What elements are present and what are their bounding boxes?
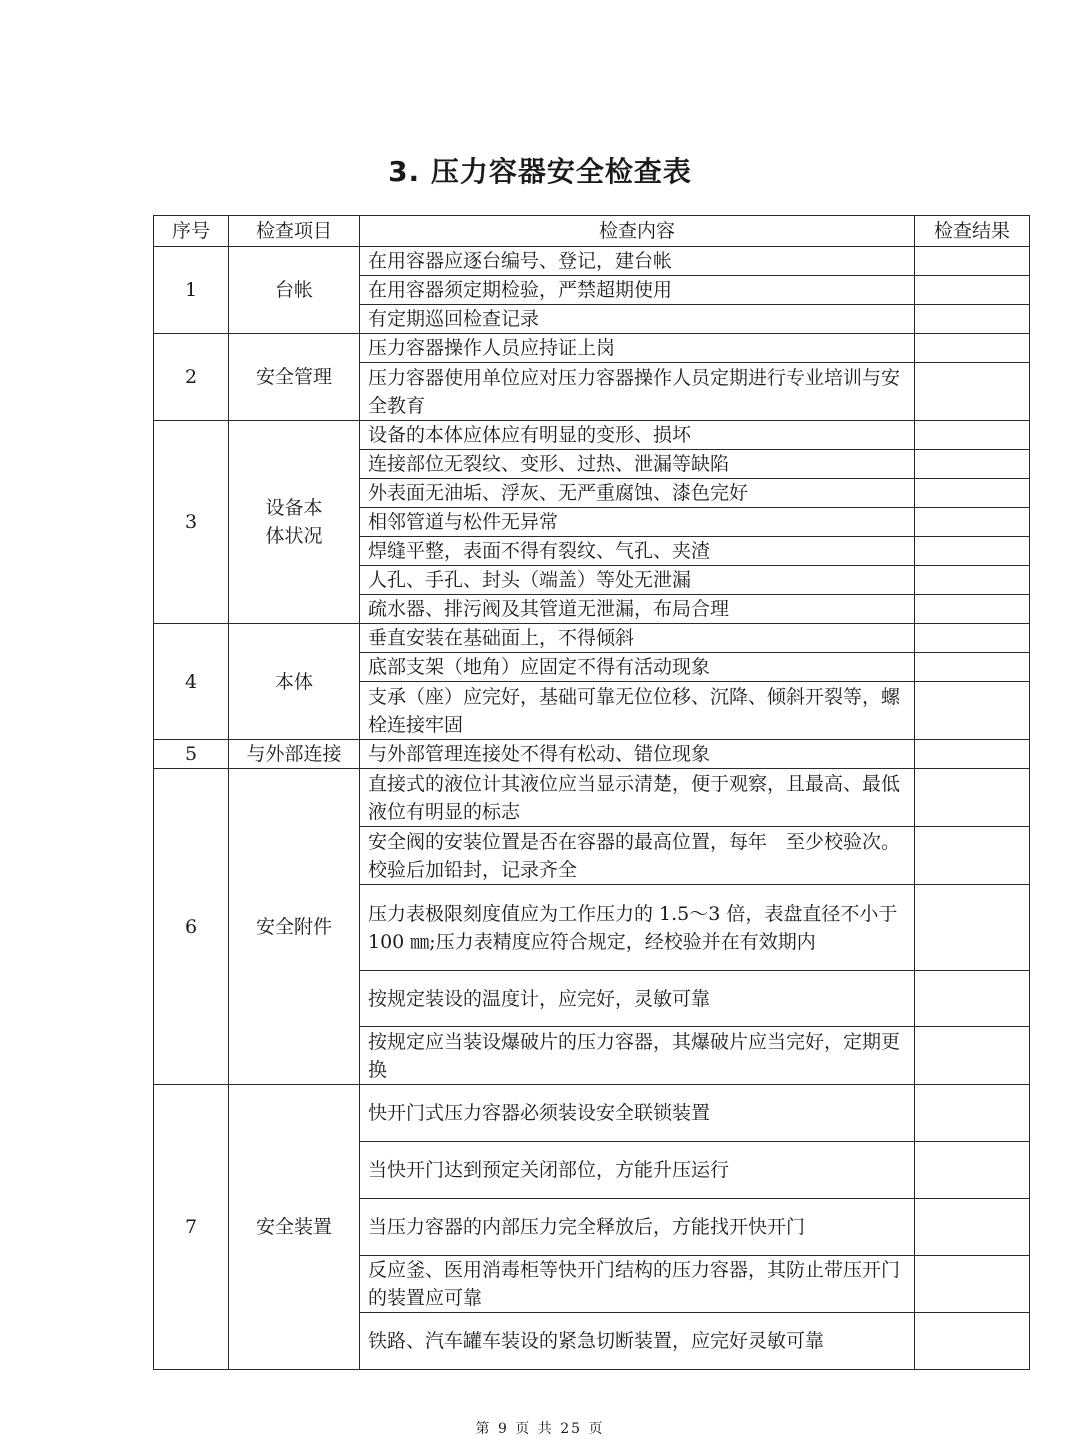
result-cell[interactable] bbox=[915, 479, 1030, 508]
result-cell[interactable] bbox=[915, 740, 1030, 769]
content-cell: 当快开门达到预定关闭部位，方能升压运行 bbox=[360, 1142, 915, 1199]
content-cell: 垂直安装在基础面上，不得倾斜 bbox=[360, 624, 915, 653]
result-cell[interactable] bbox=[915, 334, 1030, 363]
header-content: 检查内容 bbox=[360, 216, 915, 247]
result-cell[interactable] bbox=[915, 1256, 1030, 1313]
seq-cell: 7 bbox=[154, 1085, 229, 1370]
seq-cell: 3 bbox=[154, 421, 229, 624]
item-cell: 台帐 bbox=[229, 247, 360, 334]
content-cell: 设备的本体应体应有明显的变形、损坏 bbox=[360, 421, 915, 450]
item-cell: 安全装置 bbox=[229, 1085, 360, 1370]
result-cell[interactable] bbox=[915, 421, 1030, 450]
result-cell[interactable] bbox=[915, 1085, 1030, 1142]
table-row bbox=[154, 740, 1030, 769]
content-cell: 相邻管道与松件无异常 bbox=[360, 508, 915, 537]
result-cell[interactable] bbox=[915, 1199, 1030, 1256]
result-cell[interactable] bbox=[915, 1313, 1030, 1370]
item-cell: 与外部连接 bbox=[229, 740, 360, 769]
result-cell[interactable] bbox=[915, 450, 1030, 479]
result-cell[interactable] bbox=[915, 537, 1030, 566]
content-cell: 按规定应当装设爆破片的压力容器，其爆破片应当完好，定期更换 bbox=[360, 1027, 915, 1085]
result-cell[interactable] bbox=[915, 1027, 1030, 1085]
seq-cell: 2 bbox=[154, 334, 229, 421]
content-cell: 铁路、汽车罐车装设的紧急切断装置，应完好灵敏可靠 bbox=[360, 1313, 915, 1370]
table-row bbox=[154, 624, 1030, 653]
result-cell[interactable] bbox=[915, 247, 1030, 276]
item-cell: 设备本体状况 bbox=[229, 421, 360, 624]
content-cell: 焊缝平整，表面不得有裂纹、气孔、夹渣 bbox=[360, 537, 915, 566]
page-footer: 第 9 页 共 25 页 bbox=[475, 1421, 605, 1437]
table-row bbox=[154, 247, 1030, 276]
table-row bbox=[154, 421, 1030, 450]
content-cell: 直接式的液位计其液位应当显示清楚，便于观察，且最高、最低液位有明显的标志 bbox=[360, 769, 915, 827]
table-row bbox=[154, 1085, 1030, 1142]
document-title: 3. 压力容器安全检查表 bbox=[388, 155, 692, 188]
content-cell: 有定期巡回检查记录 bbox=[360, 305, 915, 334]
content-cell: 反应釜、医用消毒柜等快开门结构的压力容器，其防止带压开门的装置应可靠 bbox=[360, 1256, 915, 1313]
content-cell: 疏水器、排污阀及其管道无泄漏，布局合理 bbox=[360, 595, 915, 624]
result-cell[interactable] bbox=[915, 305, 1030, 334]
item-cell: 本体 bbox=[229, 624, 360, 740]
result-cell[interactable] bbox=[915, 682, 1030, 740]
result-cell[interactable] bbox=[915, 971, 1030, 1027]
content-cell: 压力表极限刻度值应为工作压力的 1.5～3 倍，表盘直径不小于 100 ㎜;压力表精度应符合规定，经校验并在有效期内 bbox=[360, 885, 915, 971]
seq-cell: 5 bbox=[154, 740, 229, 769]
content-cell: 与外部管理连接处不得有松动、错位现象 bbox=[360, 740, 915, 769]
content-cell: 压力容器操作人员应持证上岗 bbox=[360, 334, 915, 363]
content-cell: 在用容器须定期检验，严禁超期使用 bbox=[360, 276, 915, 305]
seq-cell: 4 bbox=[154, 624, 229, 740]
item-cell: 安全管理 bbox=[229, 334, 360, 421]
table-row bbox=[154, 334, 1030, 363]
item-cell: 安全附件 bbox=[229, 769, 360, 1085]
result-cell[interactable] bbox=[915, 595, 1030, 624]
result-cell[interactable] bbox=[915, 363, 1030, 421]
content-cell: 支承（座）应完好，基础可靠无位位移、沉降、倾斜开裂等，螺栓连接牢固 bbox=[360, 682, 915, 740]
inspection-table bbox=[153, 215, 1030, 1370]
header-item: 检查项目 bbox=[229, 216, 360, 247]
content-cell: 人孔、手孔、封头（端盖）等处无泄漏 bbox=[360, 566, 915, 595]
content-cell: 底部支架（地角）应固定不得有活动现象 bbox=[360, 653, 915, 682]
content-cell: 当压力容器的内部压力完全释放后，方能找开快开门 bbox=[360, 1199, 915, 1256]
content-cell: 安全阀的安装位置是否在容器的最高位置，每年 至少校验次。校验后加铅封，记录齐全 bbox=[360, 827, 915, 885]
header-seq: 序号 bbox=[154, 216, 229, 247]
result-cell[interactable] bbox=[915, 885, 1030, 971]
result-cell[interactable] bbox=[915, 1142, 1030, 1199]
result-cell[interactable] bbox=[915, 276, 1030, 305]
table-row bbox=[154, 769, 1030, 827]
result-cell[interactable] bbox=[915, 508, 1030, 537]
result-cell[interactable] bbox=[915, 769, 1030, 827]
result-cell[interactable] bbox=[915, 827, 1030, 885]
seq-cell: 6 bbox=[154, 769, 229, 1085]
content-cell: 外表面无油垢、浮灰、无严重腐蚀、漆色完好 bbox=[360, 479, 915, 508]
content-cell: 连接部位无裂纹、变形、过热、泄漏等缺陷 bbox=[360, 450, 915, 479]
result-cell[interactable] bbox=[915, 653, 1030, 682]
seq-cell: 1 bbox=[154, 247, 229, 334]
content-cell: 按规定装设的温度计，应完好，灵敏可靠 bbox=[360, 971, 915, 1027]
header-result: 检查结果 bbox=[915, 216, 1030, 247]
result-cell[interactable] bbox=[915, 566, 1030, 595]
content-cell: 快开门式压力容器必须装设安全联锁装置 bbox=[360, 1085, 915, 1142]
content-cell: 压力容器使用单位应对压力容器操作人员定期进行专业培训与安全教育 bbox=[360, 363, 915, 421]
table-header-row bbox=[154, 216, 1030, 247]
result-cell[interactable] bbox=[915, 624, 1030, 653]
content-cell: 在用容器应逐台编号、登记，建台帐 bbox=[360, 247, 915, 276]
